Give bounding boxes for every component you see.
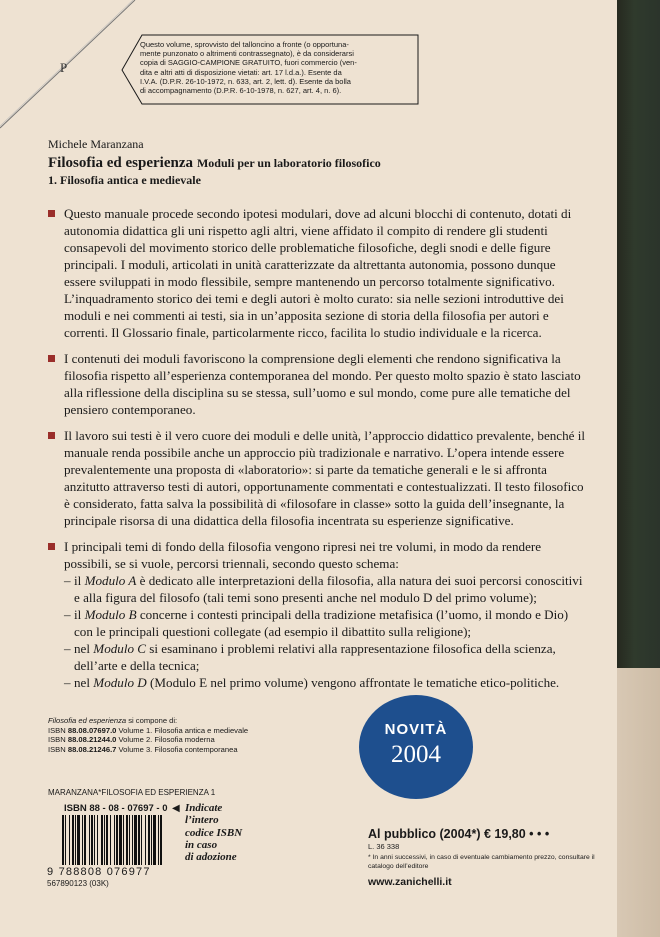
instruction-line: codice ISBN (185, 826, 243, 839)
scheme-prefix: il (74, 573, 85, 588)
paragraph-4 (48, 538, 588, 691)
volume-entry (48, 735, 248, 745)
copy-title-line: MARANZANA*FILOSOFIA ED ESPERIENZA 1 (48, 788, 216, 797)
notice-line: mente punzonato o altrimenti contrassegnato), è da considerarsi (140, 49, 354, 59)
scheme-prefix: il (74, 607, 85, 622)
isbn-label: ISBN (48, 735, 68, 745)
instruction-line: di adozione (185, 851, 237, 864)
scheme-item (64, 674, 588, 691)
scheme-text: concerne i contesti principali della tradizione metafisica (l’uomo, il mondo e Dio) con le principali questioni collegate (ad esempio il dibattito sulla religione); (74, 607, 569, 639)
volume-title: 1. Filosofia antica e medievale (48, 173, 201, 187)
book-header (48, 137, 381, 188)
barcode-icon (60, 815, 168, 867)
notice-line: di accompagnamento (D.P.R. 6-10-1978, n. 627, art. 4, n. 6). (140, 86, 342, 96)
notice-line: I.V.A. (D.P.R. 26-10-1972, n. 633, art. 2, lett. d). Esente da bolla (140, 76, 351, 86)
composition-intro-text: si compone di: (126, 716, 178, 725)
instruction-line: Indicate (185, 802, 223, 814)
paragraph-2 (48, 350, 588, 418)
barcode-digits: 9 788808 076977 (47, 866, 151, 878)
barcode-code: 567890123 (03K) (47, 879, 109, 888)
dash: – (64, 641, 71, 656)
module-name: Modulo A (84, 573, 137, 588)
paragraph-text: Il lavoro sui testi è il vero cuore dei moduli e delle unità, l’approccio didattico prevalente, benché il manuale renda possibile anche un approccio più tradizionale e narrativo. L’opera intende essere prevalentemente una proposta di «laboratorio»: si parte da tematiche generali e le si affronta anzitutto attraverso testi di autori, opportunamente commentati e contestualizzati. Il testo filosofico è considerato, fatta salva la possibilità di «filosofare in classe» sotto la guida dell’insegnante, la principale risorsa di una didattica della filosofia incentrata su esperienze significative. (64, 428, 586, 528)
scheme-item (64, 640, 588, 674)
isbn-number: 88.08.07697.0 (67, 725, 117, 735)
notice-line: Questo volume, sprovvisto del talloncino a fronte (o opportuna- (140, 40, 349, 49)
volume-desc: Volume 2. Filosofia moderna (116, 735, 215, 745)
badge-label: NOVITÀ (384, 721, 448, 738)
notice-line: dita e altri atti di disposizione vietati: art. 17 l.d.a.). Esente da (140, 67, 342, 77)
paragraph-3 (48, 427, 588, 529)
corner-letter: P (60, 60, 68, 75)
book-title: Filosofia ed esperienza (48, 155, 193, 171)
scheme-item (64, 606, 588, 640)
series-title: Filosofia ed esperienza (48, 716, 127, 725)
dash: – (64, 607, 71, 622)
composition-intro (48, 716, 248, 726)
module-name: Modulo B (84, 607, 137, 622)
scheme-intro: I principali temi di fondo della filosofia vengono ripresi nei tre volumi, in modo da rendere possibili, se si vuole, percorsi triennali, secondo questo schema: (64, 539, 542, 571)
public-price: Al pubblico (2004*) € 19,80 • • • (368, 827, 550, 841)
scheme-text: è dedicato alle interpretazioni della filosofia, alla natura dei suoi percorsi conoscitivi e alla figura del filosofo (tali temi sono presenti anche nel modulo D del primo volume); (74, 573, 583, 605)
scheme-text: (Modulo E nel primo volume) vengono affrontate le tematiche etico-politiche. (146, 675, 560, 690)
square-bullet-icon (48, 432, 55, 439)
book-subtitle: Moduli per un laboratorio filosofico (196, 156, 381, 170)
dash: – (64, 675, 71, 690)
paragraph-text: I contenuti dei moduli favoriscono la comprensione degli elementi che rendono significativa la filosofia rispetto all’esperienza contemporanea del mondo. Per questo molto spazio è stato lasciato alla riflessione della disciplina su se stessa, sull’uomo e sul mondo, come pure alle tematiche del pensiero contemporaneo. (64, 351, 581, 417)
volume-desc: Volume 1. Filosofia antica e medievale (116, 725, 249, 735)
scheme-prefix: nel (74, 641, 94, 656)
module-name: Modulo C (93, 641, 147, 656)
volume-entry (48, 726, 248, 736)
square-bullet-icon (48, 210, 55, 217)
price-block (368, 827, 598, 888)
author-name: Michele Maranzana (48, 137, 144, 151)
description-body (48, 205, 588, 700)
series-composition (48, 716, 248, 754)
badge-year: 2004 (391, 741, 441, 768)
isbn-label: ISBN (48, 744, 68, 754)
isbn-instruction (185, 802, 242, 863)
scheme-item (64, 572, 588, 606)
scheme-text: si esaminano i problemi relativi alla rappresentazione filosofica della scienza, dell’arte e della tecnica; (74, 641, 556, 673)
volume-entry (48, 745, 248, 755)
isbn-line: ISBN 88 - 08 - 07697 - 0 (64, 803, 168, 814)
isbn-label: ISBN (48, 725, 68, 735)
square-bullet-icon (48, 355, 55, 362)
volume-desc: Volume 3. Filosofia contemporanea (116, 744, 238, 754)
price-footnote: * In anni successivi, in caso di eventuale cambiamento prezzo, consultare il catalogo dell’editore (368, 854, 595, 870)
sample-copy-notice (140, 40, 410, 102)
instruction-line: l’intero (185, 814, 219, 827)
dash: – (64, 573, 71, 588)
paragraph-text: Questo manuale procede secondo ipotesi modulari, dove ad alcuni blocchi di contenuto, dotati di autonomia didattica gli uni rispetto agli altri, viene affidato il compito di rendere gli studenti consapevoli del movimento storico delle problematiche filosofiche, degli snodi e delle figure principali. I moduli, articolati in unità caratterizzate da altrettanta autonomia, possono dunque essere sviluppati in modo flessibile, sempre mantenendo un percorso totalmente significativo. L’inquadramento storico dei temi e degli autori è molto curato: sia nelle sezioni introduttive dei moduli e nei commenti ai testi, sia in un’apposita sezione di storia della filosofia per autori e correnti. Il Glossario finale, particolarmente ricco, facilita lo studio individuale e la ricerca. (64, 206, 572, 340)
scheme-prefix: nel (74, 675, 94, 690)
title-line (48, 154, 381, 172)
isbn-number: 88.08.21246.7 (67, 744, 117, 754)
novelty-badge (359, 695, 473, 799)
instruction-line: in caso (185, 838, 218, 851)
square-bullet-icon (48, 543, 55, 550)
publisher-website[interactable]: www.zanichelli.it (368, 876, 452, 888)
notice-line: copia di SAGGIO-CAMPIONE GRATUITO, fuori commercio (ven- (140, 58, 357, 68)
isbn-number: 88.08.21244.0 (67, 735, 117, 745)
price-code: L. 36 338 (368, 842, 400, 851)
arrow-left-icon: ◀ (172, 803, 180, 814)
paragraph-1 (48, 205, 588, 341)
module-scheme-list (64, 572, 588, 691)
module-name: Modulo D (93, 675, 147, 690)
